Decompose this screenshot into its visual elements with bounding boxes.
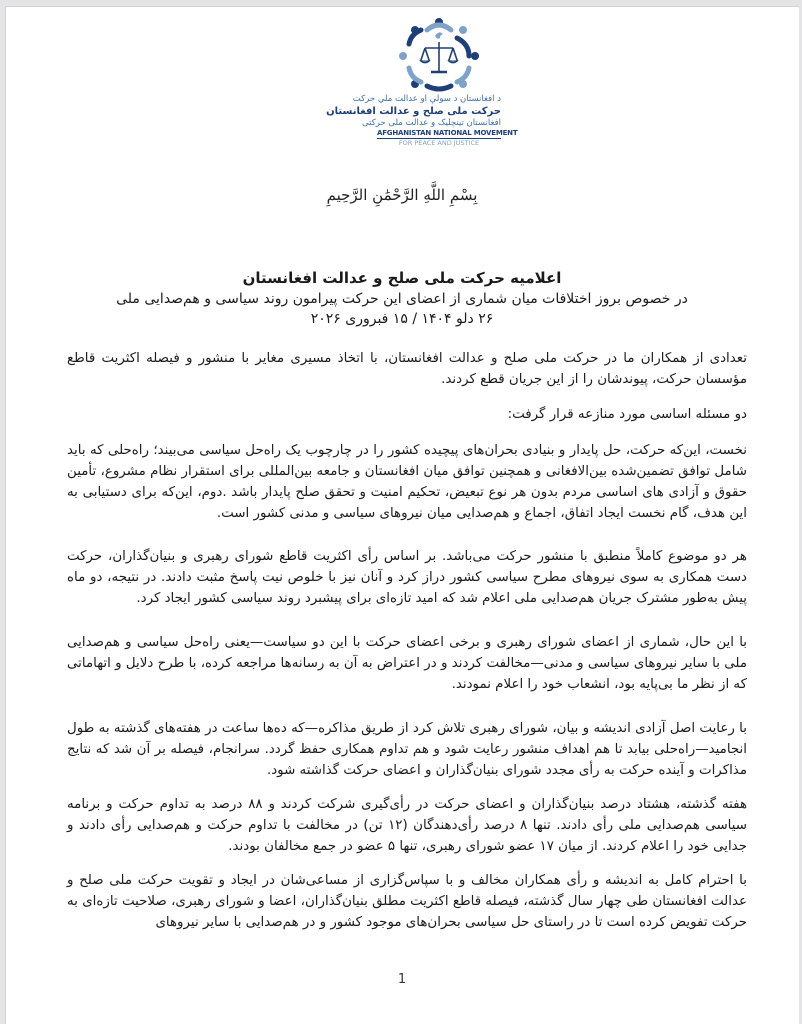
- paragraph-charter-alignment: هر دو موضوع کاملاً منطبق با منشور حرکت می‌باشد. بر اساس رأی اکثریت قاطع شورای رهبری و بنیان‌گذاران، حرکت دست همکاری به سوی نیروهای مطرح سیاسی کشور دراز کرد و آنان نیز با خلوص نیت پاسخ مثبت دادند. در نتیجه، دو ماه پیش به‌طور مشترک جریان هم‌صدایی ملی اعلام شد که امید تازه‌ای برای پیشبرد روند سیاسی کشور ایجاد کرد.: [67, 549, 747, 606]
- document-header: [95, 268, 709, 329]
- paragraph-issues-heading: دو مسئله اساسی مورد منازعه قرار گرفت:: [507, 407, 747, 422]
- logo-uzbek-name: افغانستان تینچلیک و عدالت ملی حرکتی: [362, 118, 501, 128]
- paragraph-opposition: با این حال، شماری از اعضای شورای رهبری و برخی اعضای حرکت با این دو سیاست—یعنی راه‌حل سیاسی و هم‌صدایی ملی با سایر نیروهای سیاسی و مدنی—مخالفت کردند و در اعتراض به آن به رسانه‌ها مراجعه کرده، با طرح دلایل و اتهاماتی که از نظر ما بی‌پایه بود، انشعاب خود را اعلام نمودند.: [67, 635, 747, 692]
- logo-english-name: AFGHANISTAN NATIONAL MOVEMENT: [377, 129, 518, 137]
- paragraph-vote-results: هفته گذشته، هشتاد درصد بنیان‌گذاران و اعضای حرکت در رأی‌گیری شرکت کردند و ۸۸ درصد به تداوم حرکت و برنامه سیاسی هم‌صدایی ملی رأی دادند. تنها ۸ درصد رأی‌دهندگان (۱۲ تن) در مخالفت با تداوم حرکت و هم‌صدایی رأی دادند و جدایی خود را اعلام کردند. از میان ۱۷ عضو شورای رهبری، تنها ۵ عضو در جمع مخالفان بودند.: [67, 797, 748, 854]
- paragraph-intro: تعدادی از همکاران ما در حرکت ملی صلح و عدالت افغانستان، با اتخاذ مسیری مغایر با منشور و فیصله اکثریت قاطع مؤسسان حرکت، پیوندشان را از این جریان قطع کردند.: [67, 351, 747, 387]
- logo-pashto-name: د افغانستان د سولې او عدالت ملي حرکت: [352, 94, 501, 104]
- document-page: [5, 6, 799, 1024]
- organization-logo: [326, 16, 518, 154]
- document-date: ۲۶ دلو ۱۴۰۴ / ۱۵ فبروری ۲۰۲۶: [310, 311, 494, 327]
- logo-emblem-icon: [397, 16, 481, 94]
- bismillah-invocation: بِسْمِ اللَّهِ الرَّحْمَٰنِ الرَّحِيمِ: [326, 186, 478, 204]
- scales-of-justice-icon: [420, 42, 458, 72]
- paragraph-first-second-issue: نخست، این‌که حرکت، حل پایدار و بنیادی بحران‌های پیچیده کشور را در چارچوب یک راه‌حل سیاسی می‌بیند؛ راه‌حلی که باید شامل توافق تضمین‌شده بین‌الافغانی و همچنین توافق میان افغانستان و جامعه بین‌المللی برای استقرار نظام مشروع، تأمین حقوق و آزادی های اساسی مردم بدون هر نوع تبعیض، تحکیم امنیت و تحقق صلح پایدار باشد .دوم، این‌که برای دستیابی به این هدف، گام نخست ایجاد اتفاق، اجماع و هم‌صدایی میان نیروهای سیاسی و مدنی کشور است.: [67, 443, 747, 521]
- dove-icon: [435, 32, 443, 38]
- page-number: 1: [397, 972, 407, 987]
- paragraph-conclusion: با احترام کامل به اندیشه و رأی همکاران مخالف و با سپاس‌گزاری از مساعی‌شان در ایجاد و تقویت حرکت ملی صلح و عدالت افغانستان طی چهار سال گذشته، فیصله قاطع اکثریت مطلق بنیان‌گذاران، اعضا و شورای رهبری، صلاحیت تازه‌ای به حرکت تفویض کرده است تا در راستای حل سیاسی بحران‌های موجود کشور و در هم‌صدایی با سایر نیروهای: [67, 873, 747, 930]
- document-subtitle: در خصوص بروز اختلافات میان شماری از اعضای این حرکت پیرامون روند سیاسی و هم‌صدایی ملی: [116, 291, 688, 307]
- logo-dari-name: حرکت ملی صلح و عدالت افغانستان: [326, 106, 501, 117]
- logo-english-tagline: FOR PEACE AND JUSTICE: [398, 139, 480, 147]
- paragraph-negotiation: با رعایت اصل آزادی اندیشه و بیان، شورای رهبری تلاش کرد از طریق مذاکره—که ده‌ها ساعت در هفته‌های گذشته به طول انجامید—راه‌حلی بیابد تا هم اهداف منشور رعایت شود و هم تداوم همکاری حفظ گردد. سرانجام، فیصله بر آن شد که نتایج مذاکرات و آینده حرکت به رأی مجدد شورای بنیان‌گذاران و اعضای حرکت گذاشته شود.: [67, 721, 747, 778]
- document-title: اعلامیه حرکت ملی صلح و عدالت افغانستان: [242, 269, 562, 287]
